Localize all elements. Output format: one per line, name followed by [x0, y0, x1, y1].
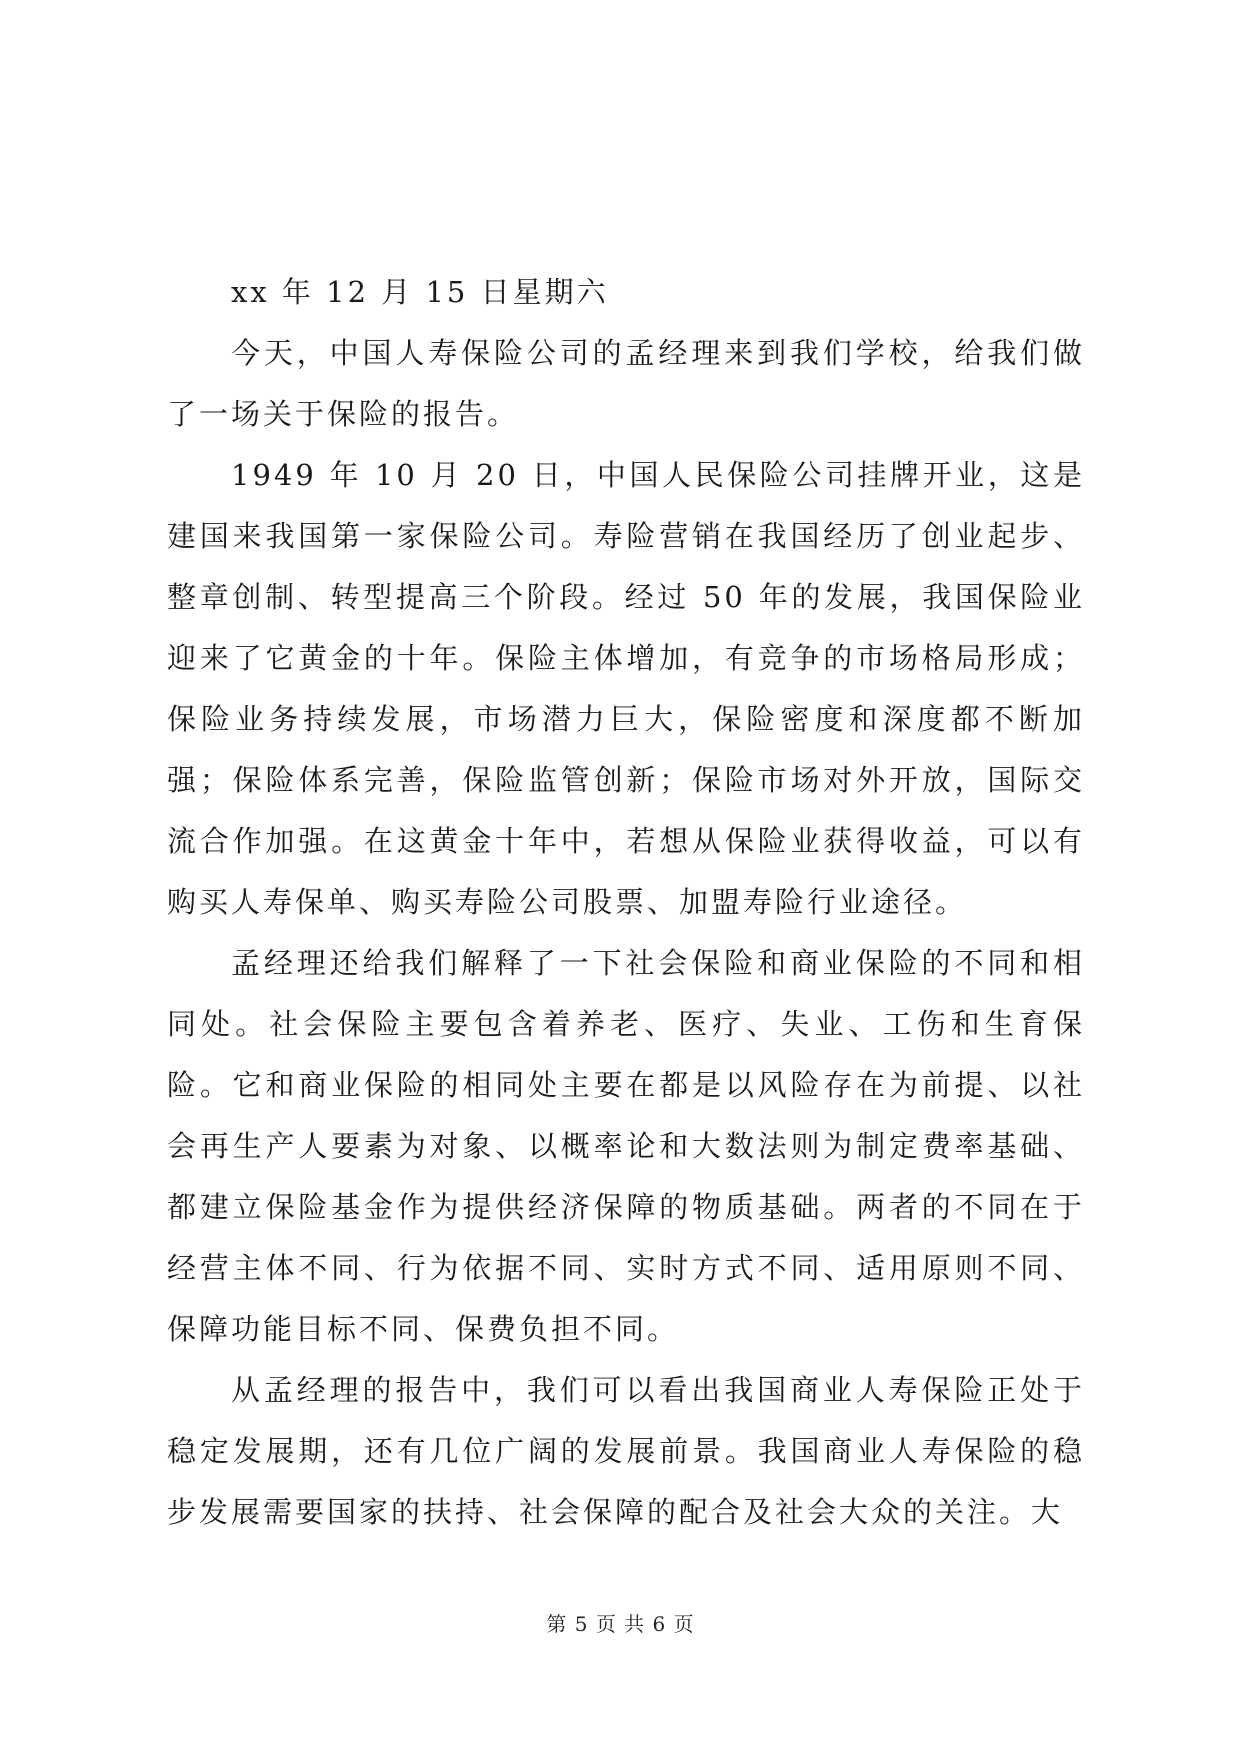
paragraph-comparison: 孟经理还给我们解释了一下社会保险和商业保险的不同和相同处。社会保险主要包含着养老、医疗、失业、工伤和生育保险。它和商业保险的相同处主要在都是以风险存在为前提、以社会再生产人要素为对象、以概率论和大数法则为制定费率基础、都建立保险基金作为提供经济保障的物质基础。两者的不同在于经营主体不同、行为依据不同、实时方式不同、适用原则不同、保障功能目标不同、保费负担不同。	[167, 946, 1085, 1346]
page-number-footer: 第 5 页 共 6 页	[546, 1612, 695, 1636]
date-line: xx 年 12 月 15 日星期六	[231, 275, 609, 309]
paragraph-history: 1949 年 10 月 20 日，中国人民保险公司挂牌开业，这是建国来我国第一家保险公司。寿险营销在我国经历了创业起步、整章创制、转型提高三个阶段。经过 50 年的发展，我国保险业迎来了它黄金的十年。保险主体增加，有竞争的市场格局形成；保险业务持续发展，市场潜力巨大，保险密度和深度都不断加强；保险体系完善，保险监管创新；保险市场对外开放，国际交流合作加强。在这黄金十年中，若想从保险业获得收益，可以有购买人寿保单、购买寿险公司股票、加盟寿险行业途径。	[167, 458, 1085, 919]
document-body	[167, 262, 1085, 1543]
paragraph-conclusion: 从孟经理的报告中，我们可以看出我国商业人寿保险正处于稳定发展期，还有几位广阔的发展前景。我国商业人寿保险的稳步发展需要国家的扶持、社会保障的配合及社会大众的关注。大	[167, 1373, 1085, 1529]
paragraph-intro: 今天，中国人寿保险公司的孟经理来到我们学校，给我们做了一场关于保险的报告。	[167, 336, 1085, 431]
